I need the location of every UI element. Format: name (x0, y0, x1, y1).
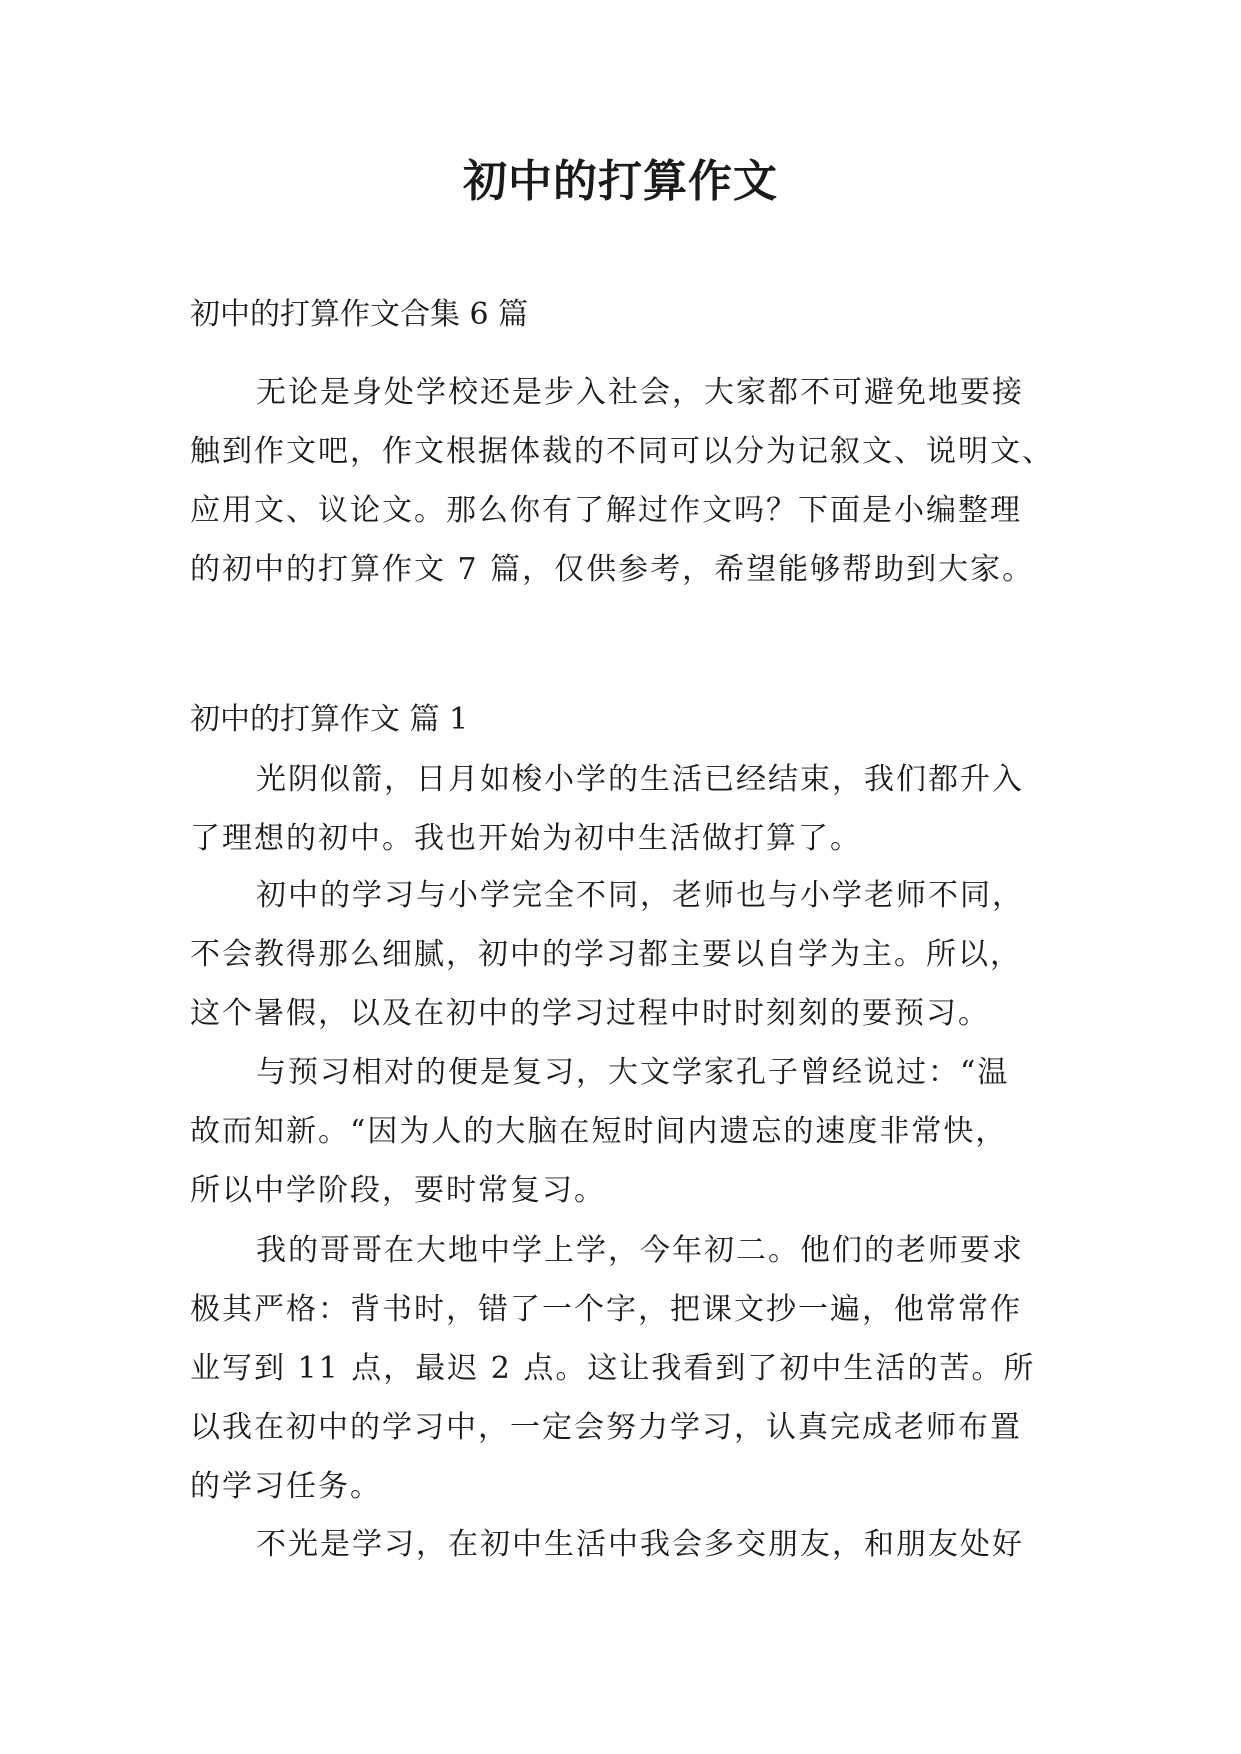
paragraph-line: 极其严格：背书时，错了一个字，把课文抄一遍，他常常作 (190, 1292, 1022, 1327)
section1-paragraph-2 (190, 866, 1070, 1043)
document-title: 初中的打算作文 (463, 156, 778, 207)
paragraph-line: 初中的学习与小学完全不同，老师也与小学老师不同， (256, 878, 1024, 913)
paragraph-line: 我的哥哥在大地中学上学，今年初二。他们的老师要求 (256, 1233, 1024, 1268)
document-subtitle: 初中的打算作文合集 6 篇 (190, 297, 529, 332)
intro-line: 无论是身处学校还是步入社会，大家都不可避免地要接 (256, 375, 1024, 410)
paragraph-line: 以我在初中的学习中，一定会努力学习，认真完成老师布置 (190, 1410, 1022, 1445)
intro-line: 应用文、议论文。那么你有了解过作文吗？下面是小编整理 (190, 493, 1022, 528)
intro-paragraph (190, 363, 1070, 599)
intro-line: 触到作文吧，作文根据体裁的不同可以分为记叙文、说明文、 (190, 434, 1054, 469)
paragraph-line: 业写到 11 点，最迟 2 点。这让我看到了初中生活的苦。所 (190, 1351, 1036, 1386)
paragraph-line: 的学习任务。 (190, 1469, 382, 1504)
paragraph-line: 故而知新。“因为人的大脑在短时间内遗忘的速度非常快， (190, 1114, 1008, 1149)
paragraph-line: 这个暑假，以及在初中的学习过程中时时刻刻的要预习。 (190, 996, 990, 1031)
section1-paragraph-1 (190, 750, 1070, 868)
paragraph-line: 了理想的初中。我也开始为初中生活做打算了。 (190, 821, 862, 856)
section1-paragraph-5 (190, 1515, 1070, 1574)
section1-paragraph-3 (190, 1043, 1070, 1220)
paragraph-line: 不会教得那么细腻，初中的学习都主要以自学为主。所以， (190, 937, 1022, 972)
paragraph-line: 所以中学阶段，要时常复习。 (190, 1173, 606, 1208)
section-heading: 初中的打算作文 篇 1 (190, 702, 469, 737)
paragraph-line: 不光是学习，在初中生活中我会多交朋友，和朋友处好 (256, 1527, 1024, 1562)
section1-paragraph-4 (190, 1221, 1070, 1516)
paragraph-line: 光阴似箭，日月如梭小学的生活已经结束，我们都升入 (256, 762, 1024, 797)
paragraph-line: 与预习相对的便是复习，大文学家孔子曾经说过：“温 (256, 1055, 1010, 1090)
intro-line: 的初中的打算作文 7 篇，仅供参考，希望能够帮助到大家。 (190, 552, 1035, 587)
